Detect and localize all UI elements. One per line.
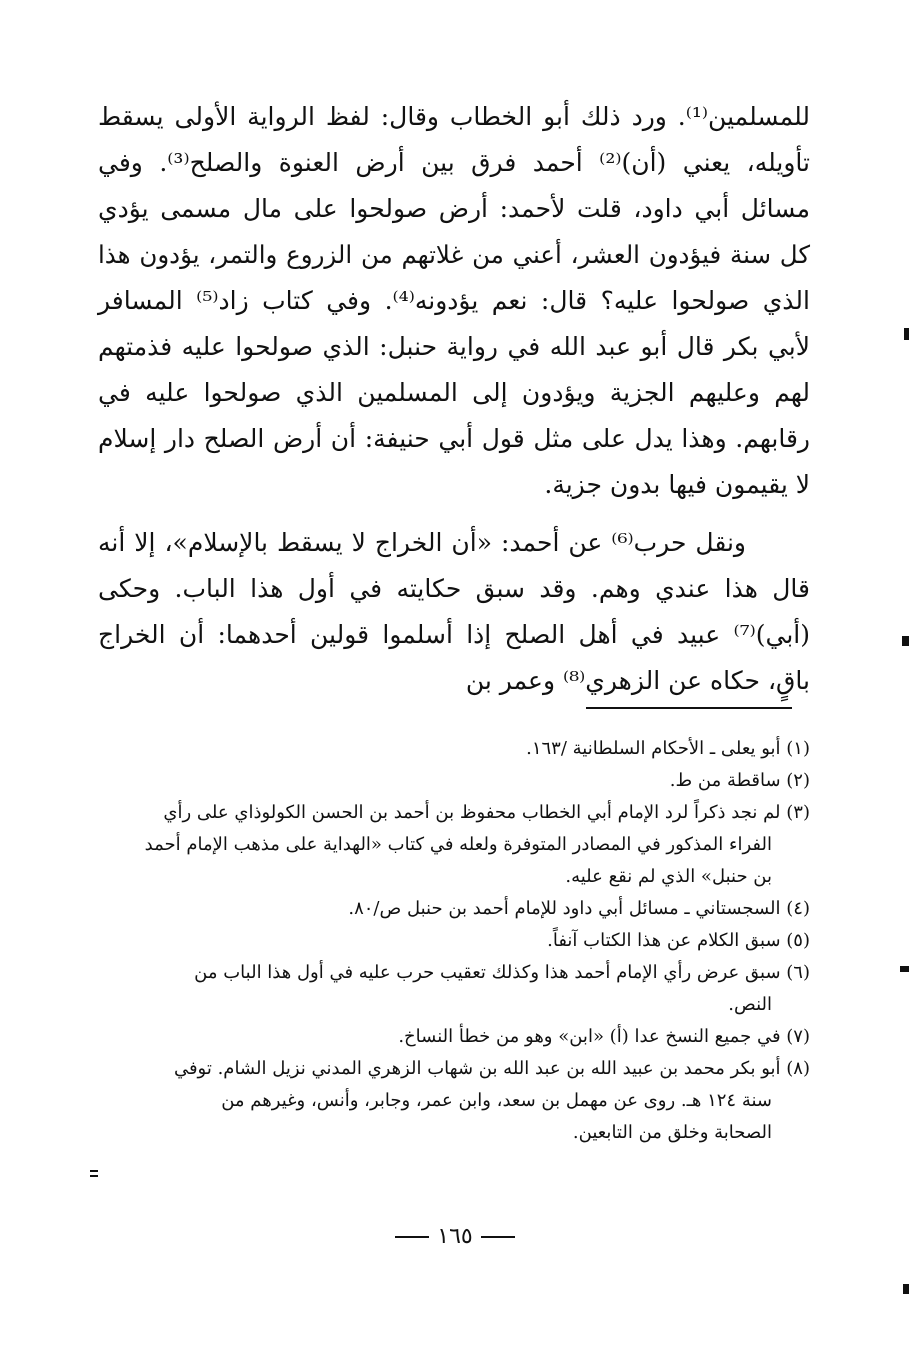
text-line: كل سنة فيؤدون العشر، أعني من غلاتهم من الزروع والتمر، يؤدون هذا bbox=[98, 240, 810, 269]
page-number-dash bbox=[395, 1236, 429, 1238]
footnotes bbox=[98, 733, 810, 1149]
footnote-line: النص. bbox=[728, 994, 772, 1015]
footnote bbox=[98, 797, 810, 893]
text-line: الذي صولحوا عليه؟ قال: نعم يؤدونه⁽⁴⁾. وفي كتاب زاد⁽⁵⁾ المسافر bbox=[98, 286, 810, 315]
text-line: تأويله، يعني (أن)⁽²⁾ أحمد فرق بين أرض العنوة والصلح⁽³⁾. وفي bbox=[98, 148, 810, 177]
paragraph bbox=[98, 520, 810, 704]
footnote-line: (٧) في جميع النسخ عدا (أ) «ابن» وهو من خطأ النساخ. bbox=[398, 1026, 810, 1047]
footnote-line: (١) أبو يعلى ـ الأحكام السلطانية /١٦٣. bbox=[526, 738, 810, 759]
text-line: لهم وعليهم الجزية ويؤدون إلى المسلمين الذي صولحوا عليه في bbox=[98, 378, 810, 407]
text-line: لأبي بكر قال أبو عبد الله في رواية حنبل: الذي صولحوا عليه فذمتهم bbox=[98, 332, 810, 361]
footnote-line: سنة ١٢٤ هـ. روى عن مهمل بن سعد، وابن عمر، وجابر، وأنس، وغيرهم من bbox=[221, 1090, 772, 1111]
scan-mark bbox=[904, 328, 909, 340]
page-number-dash bbox=[481, 1236, 515, 1238]
page-number-value: ١٦٥ bbox=[437, 1224, 473, 1249]
footnote-line: (٥) سبق الكلام عن هذا الكتاب آنفاً. bbox=[547, 930, 810, 951]
footnote-separator bbox=[586, 707, 792, 709]
paragraph bbox=[98, 94, 810, 508]
scan-mark bbox=[902, 636, 909, 646]
text-line: (أبي)⁽⁷⁾ عبيد في أهل الصلح إذا أسلموا قولين أحدهما: أن الخراج bbox=[98, 620, 810, 649]
footnote-line: بن حنبل» الذي لم نقع عليه. bbox=[565, 866, 772, 887]
scan-mark bbox=[900, 966, 909, 972]
main-text bbox=[98, 94, 810, 704]
footnote bbox=[98, 957, 810, 1021]
footnote bbox=[98, 893, 810, 925]
footnote-line: (٤) السجستاني ـ مسائل أبي داود للإمام أحمد بن حنبل ص/٨٠. bbox=[348, 898, 810, 919]
footnote-line: الصحابة وخلق من التابعين. bbox=[572, 1122, 772, 1143]
footnote bbox=[98, 1053, 810, 1149]
text-line: مسائل أبي داود، قلت لأحمد: أرض صولحوا على مال مسمى يؤدي bbox=[98, 194, 810, 223]
footnote-line: (٣) لم نجد ذكراً لرد الإمام أبي الخطاب محفوظ بن أحمد بن الحسن الكولوذاي على رأي bbox=[163, 802, 810, 823]
scan-mark bbox=[90, 1175, 98, 1177]
footnote-line: (٦) سبق عرض رأي الإمام أحمد هذا وكذلك تعقيب حرب عليه في أول هذا الباب من bbox=[194, 962, 810, 983]
footnote-line: (٢) ساقطة من ط. bbox=[669, 770, 810, 791]
text-line: لا يقيمون فيها بدون جزية. bbox=[544, 470, 810, 499]
text-line: للمسلمين⁽¹⁾. ورد ذلك أبو الخطاب وقال: لفظ الرواية الأولى يسقط bbox=[98, 102, 810, 131]
footnote bbox=[98, 733, 810, 765]
scan-mark bbox=[90, 1170, 98, 1172]
text-line: قال هذا عندي وهم. وقد سبق حكايته في أول هذا الباب. وحكى bbox=[98, 574, 810, 603]
footnote-line: الفراء المذكور في المصادر المتوفرة ولعله في كتاب «الهداية على مذهب الإمام أحمد bbox=[144, 834, 772, 855]
page-number bbox=[0, 1224, 910, 1249]
footnote bbox=[98, 765, 810, 797]
text-line: باقٍ، حكاه عن الزهري⁽⁸⁾ وعمر بن bbox=[465, 666, 810, 695]
footnote bbox=[98, 925, 810, 957]
footnote bbox=[98, 1021, 810, 1053]
text-line: رقابهم. وهذا يدل على مثل قول أبي حنيفة: أن أرض الصلح دار إسلام bbox=[98, 424, 810, 453]
text-line: ونقل حرب⁽⁶⁾ عن أحمد: «أن الخراج لا يسقط بالإسلام»، إلا أنه bbox=[98, 528, 746, 557]
scan-mark bbox=[903, 1284, 909, 1294]
footnote-line: (٨) أبو بكر محمد بن عبيد الله بن عبد الله بن شهاب الزهري المدني نزيل الشام. توفي bbox=[173, 1058, 810, 1079]
